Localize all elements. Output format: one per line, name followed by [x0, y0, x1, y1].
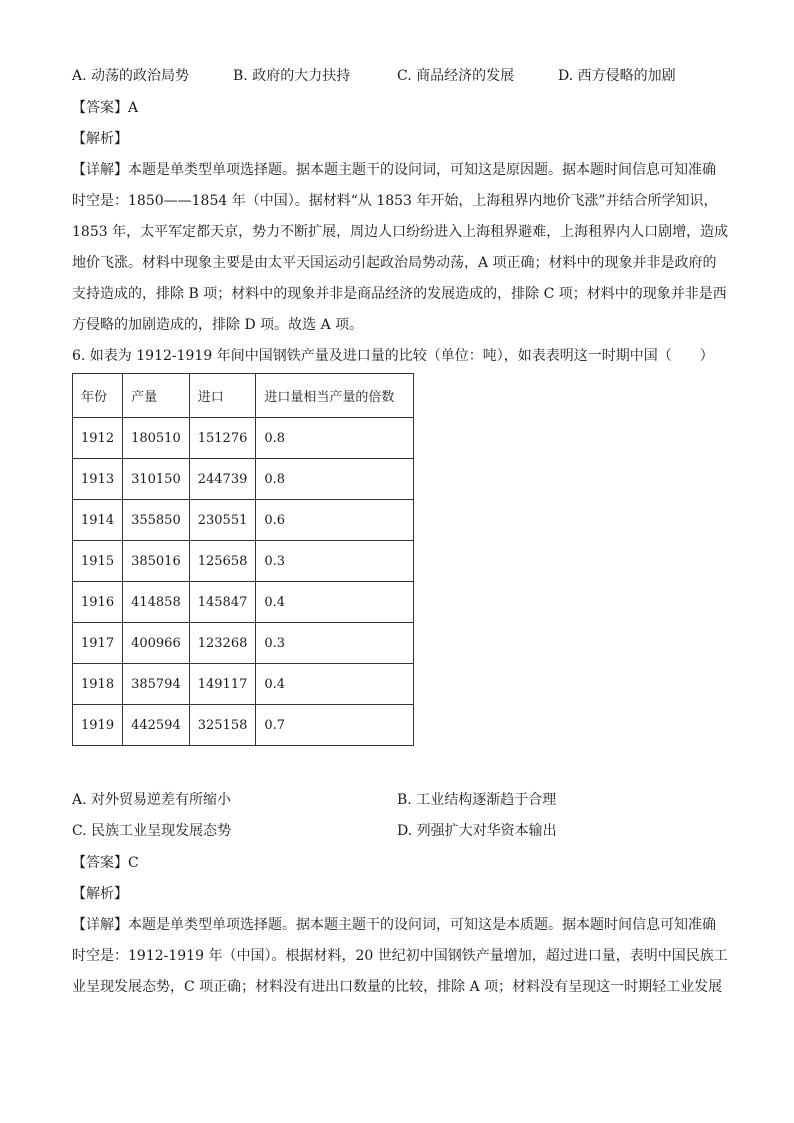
cell-output: 442594 [123, 705, 190, 746]
q5-option-a: A. 动荡的政治局势 [72, 68, 190, 84]
cell-ratio: 0.4 [256, 582, 414, 623]
q5-detail-line: 时空是：1850——1854 年（中国）。据材料“从 1853 年开始，上海租界内地价飞涨”并结合所学知识， [72, 193, 718, 209]
q6-option-d: D. 列强扩大对华资本输出 [397, 823, 557, 839]
cell-import: 151276 [189, 418, 256, 459]
cell-output: 400966 [123, 623, 190, 664]
q6-analysis-label: 【解析】 [72, 886, 128, 902]
q6-detail-line: 【详解】本题是单类型单项选择题。据本题主题干的设问词，可知这是本质题。据本题时间信息可知准确 [72, 917, 716, 933]
cell-year: 1912 [73, 418, 123, 459]
table-row [73, 664, 414, 705]
steel-data-table [72, 373, 414, 746]
cell-import: 145847 [189, 582, 256, 623]
cell-output: 385016 [123, 541, 190, 582]
header-import: 进口 [189, 374, 256, 418]
q5-detail-line: 方侵略的加剧造成的，排除 D 项。故选 A 项。 [72, 317, 364, 333]
cell-year: 1915 [73, 541, 123, 582]
cell-ratio: 0.3 [256, 623, 414, 664]
table-row [73, 459, 414, 500]
q5-option-d: D. 西方侵略的加剧 [558, 68, 676, 84]
table-row [73, 541, 414, 582]
cell-year: 1917 [73, 623, 123, 664]
q5-detail-line: 支持造成的，排除 B 项；材料中的现象并非是商品经济的发展造成的，排除 C 项；材料中的现象并非是西 [72, 286, 727, 302]
header-ratio: 进口量相当产量的倍数 [256, 374, 414, 418]
cell-import: 325158 [189, 705, 256, 746]
cell-import: 149117 [189, 664, 256, 705]
q6-detail-line: 时空是：1912-1919 年（中国）。根据材料，20 世纪初中国钢铁产量增加，超过进口量，表明中国民族工 [72, 948, 728, 964]
cell-ratio: 0.6 [256, 500, 414, 541]
cell-output: 385794 [123, 664, 190, 705]
q5-analysis-label: 【解析】 [72, 131, 128, 147]
q5-option-c: C. 商品经济的发展 [397, 68, 515, 84]
q6-answer: 【答案】C [72, 855, 139, 871]
cell-year: 1913 [73, 459, 123, 500]
cell-ratio: 0.3 [256, 541, 414, 582]
q6-option-b: B. 工业结构逐渐趋于合理 [397, 792, 557, 808]
q6-stem: 6. 如表为 1912-1919 年间中国钢铁产量及进口量的比较（单位：吨），如表表明这一时期中国（ ） [72, 348, 714, 364]
cell-import: 125658 [189, 541, 256, 582]
table-header-row [73, 374, 414, 418]
cell-ratio: 0.8 [256, 459, 414, 500]
cell-output: 180510 [123, 418, 190, 459]
table-row [73, 500, 414, 541]
cell-ratio: 0.7 [256, 705, 414, 746]
cell-import: 244739 [189, 459, 256, 500]
cell-year: 1916 [73, 582, 123, 623]
cell-year: 1919 [73, 705, 123, 746]
cell-import: 123268 [189, 623, 256, 664]
q5-detail-line: 1853 年，太平军定都天京，势力不断扩展，周边人口纷纷进入上海租界避难，上海租界内人口剧增，造成 [72, 224, 729, 240]
cell-year: 1914 [73, 500, 123, 541]
cell-ratio: 0.4 [256, 664, 414, 705]
cell-output: 310150 [123, 459, 190, 500]
q5-answer: 【答案】A [72, 100, 139, 116]
q6-option-a: A. 对外贸易逆差有所缩小 [72, 792, 232, 808]
header-year: 年份 [73, 374, 123, 418]
table-row [73, 623, 414, 664]
header-output: 产量 [123, 374, 190, 418]
q5-option-b: B. 政府的大力扶持 [233, 68, 351, 84]
q6-option-c: C. 民族工业呈现发展态势 [72, 823, 232, 839]
cell-ratio: 0.8 [256, 418, 414, 459]
q5-detail-line: 地价飞涨。材料中现象主要是由太平天国运动引起政治局势动荡，A 项正确；材料中的现象并非是政府的 [72, 255, 717, 271]
cell-import: 230551 [189, 500, 256, 541]
table-row [73, 705, 414, 746]
q6-detail-line: 业呈现发展态势，C 项正确；材料没有进出口数量的比较，排除 A 项；材料没有呈现这一时期轻工业发展 [72, 979, 723, 995]
q5-detail-line: 【详解】本题是单类型单项选择题。据本题主题干的设问词，可知这是原因题。据本题时间信息可知准确 [72, 162, 716, 178]
table-row [73, 418, 414, 459]
cell-output: 355850 [123, 500, 190, 541]
cell-year: 1918 [73, 664, 123, 705]
cell-output: 414858 [123, 582, 190, 623]
table-row [73, 582, 414, 623]
